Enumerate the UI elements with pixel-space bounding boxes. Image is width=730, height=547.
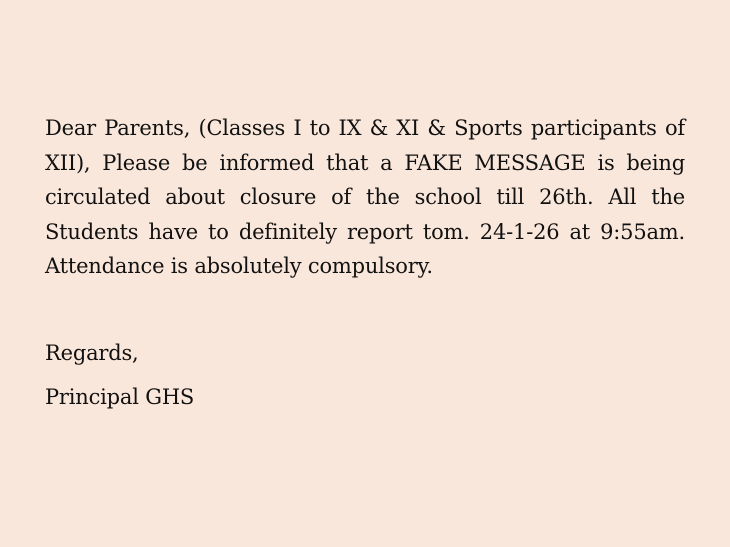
signature-principal: Principal GHS <box>45 385 195 409</box>
notice-message: Dear Parents, (Classes I to IX & XI & Sports participants of XII), Please be informed that a FAKE MESSAGE is being circulated about closure of the school till 26th. All the Students have to definitely report tom. 24-1-26 at 9:55am. Attendance is absolutely compulsory. <box>45 116 685 278</box>
closing-regards: Regards, <box>45 341 139 365</box>
notice-body <box>45 111 685 284</box>
